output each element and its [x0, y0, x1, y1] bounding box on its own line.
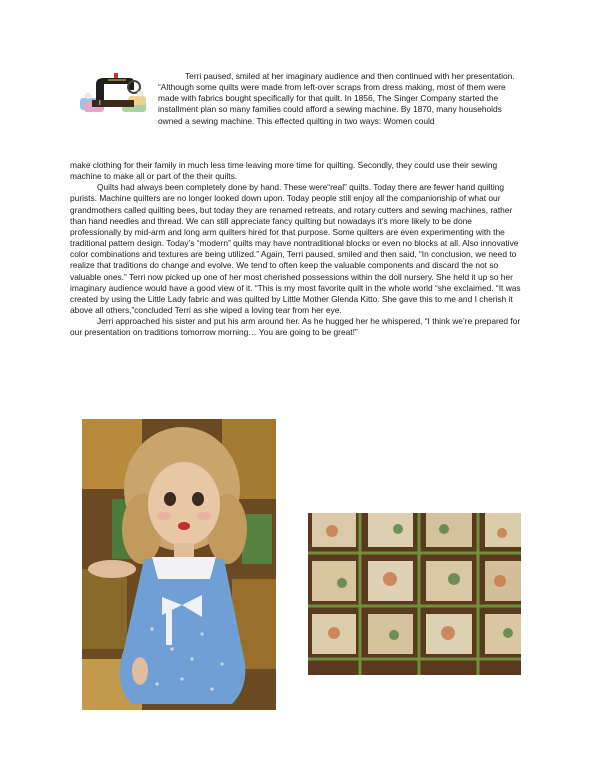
story-paragraph-1-wrapped — [158, 71, 518, 127]
paragraph-wrapped-text: Terri paused, smiled at her imaginary audience and then continued with her presentation. “Although some quilts were made from left-over scraps from dress making, most of them were made with fabrics bought specifically for that quilt. In 1856, The Singer Company started the installment plan so many families could afford a sewing machine. By 1870, many households owned a sewing machine. This effected quilting in two ways: Women could — [158, 71, 515, 126]
doll-photo — [82, 419, 276, 710]
paragraph-2: Quilts had always been completely done by hand. These were“real” quilts. Today there are fewer hand quilting purists. Machine quilters are no longer looked down upon. Today people still enjoy all the companionship of what our grandmothers called quilting bees, but today they are renamed retreats, and rotary cutters and sewing machines, rather than hand needles and thread. We can still appreciate fancy quilting but nowadays it’s more likely to be done professionally by mid-arm and long arm quilters hired for that purpose. Some quilters are even experimenting with the traditional pattern design. Today’s “modern” quilts may have nontraditional blocks or even no blocks at all. Also innovative color combinations and textures are being utilized.” Again, Terri paused, smiled and then said, “In conclusion, we need to realize that traditions do change and evolve. We tend to often keep the valuable components and discard the not so valuable ones.” Terri now picked up one of her most cherished possessions within the doll nursery. She held it up so her imaginary audience would have a good view of it. “This is my most favorite quilt in the whole world “she exclaimed. “It was created by using the Little Lady fabric and was quilted by Little Mother Glenda Kitto. She gave this to me and I cherish it above all others,”concluded Terri as she wiped a loving tear from her eye. — [70, 182, 521, 316]
sewing-machine-clipart — [78, 70, 150, 116]
paragraph-3: Jerri approached his sister and put his arm around her. As he hugged her he whispered, “I think we’re prepared for our presentation on traditions tomorrow morning… You are going to be great!” — [70, 316, 521, 338]
story-body — [70, 160, 522, 339]
quilt-photo — [308, 513, 521, 675]
paragraph-1-continuation: make clothing for their family in much less time leaving more time for quilting. Secondly, they could use their sewing machine to make all or part of the their quilts. — [70, 160, 498, 182]
